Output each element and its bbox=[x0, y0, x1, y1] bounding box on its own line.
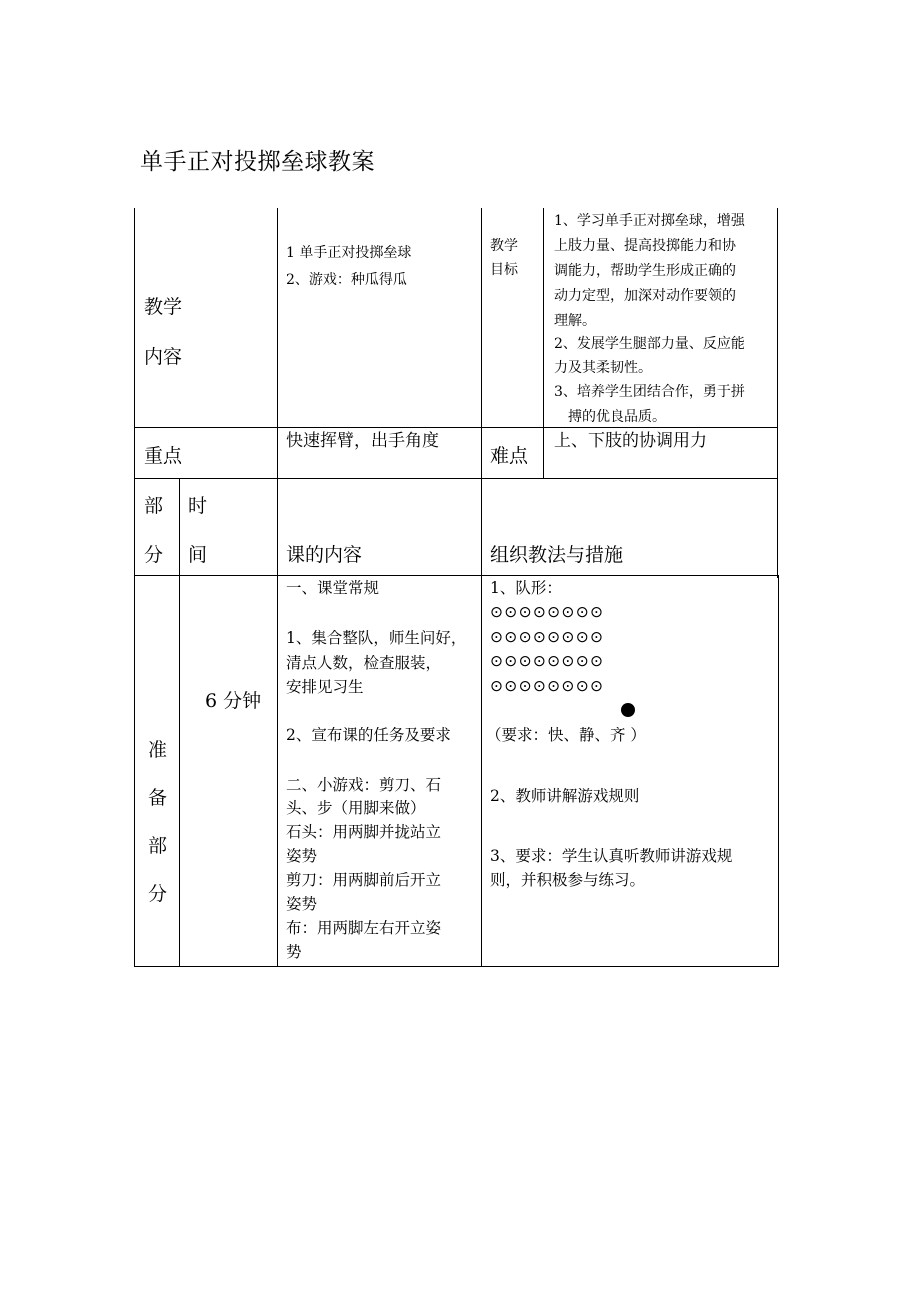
lesson-content-item: 1 单手正对投掷垒球 bbox=[286, 245, 412, 261]
goal-line: 动力定型，加深对动作要领的 bbox=[554, 288, 736, 304]
section-part-char: 部 bbox=[148, 835, 168, 857]
table-line bbox=[134, 208, 135, 967]
difficulty-text: 上、下肢的协调用力 bbox=[554, 431, 707, 451]
content-label-line1: 教学 bbox=[144, 296, 183, 318]
section-time: 6 分钟 bbox=[205, 690, 262, 712]
formation-row: ⊙⊙⊙⊙⊙⊙⊙⊙ bbox=[490, 652, 605, 670]
table-line bbox=[778, 575, 779, 967]
content-line: 姿势 bbox=[286, 847, 318, 865]
goal-line: 3、培养学生团结合作，勇于拼 bbox=[554, 384, 745, 400]
key-point-label: 重点 bbox=[144, 445, 183, 467]
difficulty-label: 难点 bbox=[490, 445, 529, 467]
header-time-1: 时 bbox=[188, 495, 208, 517]
document-title: 单手正对投掷垒球教案 bbox=[140, 149, 375, 175]
goal-line: 搏的优良品质。 bbox=[568, 409, 666, 425]
table-line bbox=[134, 427, 777, 428]
header-time-2: 间 bbox=[188, 544, 208, 566]
content-line: 势 bbox=[286, 943, 302, 961]
formation-row: ⊙⊙⊙⊙⊙⊙⊙⊙ bbox=[490, 603, 605, 621]
table-line bbox=[481, 208, 482, 967]
table-line bbox=[543, 208, 544, 478]
goal-line: 1、学习单手正对掷垒球，增强 bbox=[554, 213, 745, 229]
content-line: 1、集合整队，师生问好， bbox=[286, 629, 467, 647]
goal-line: 理解。 bbox=[554, 313, 596, 329]
goal-line: 2、发展学生腿部力量、反应能 bbox=[554, 336, 745, 352]
goal-line: 力及其柔韧性。 bbox=[554, 360, 652, 376]
teacher-position-marker bbox=[621, 703, 635, 717]
section-part-char: 准 bbox=[148, 739, 168, 761]
goal-line: 调能力，帮助学生形成正确的 bbox=[554, 263, 736, 279]
content-line: 二、小游戏：剪刀、石 bbox=[286, 776, 442, 794]
method-item-2: 2、教师讲解游戏规则 bbox=[490, 787, 640, 805]
method-item-3-line1: 3、要求：学生认真听教师讲游戏规 bbox=[490, 847, 733, 865]
formation-requirement: （要求：快、静、齐 ） bbox=[486, 726, 646, 744]
goal-line: 上肢力量、提高投掷能力和协 bbox=[554, 238, 736, 254]
content-line: 布：用两脚左右开立姿 bbox=[286, 919, 442, 937]
content-label-line2: 内容 bbox=[144, 346, 183, 368]
content-line: 姿势 bbox=[286, 895, 318, 913]
content-line: 石头：用两脚并拢站立 bbox=[286, 823, 442, 841]
goal-label-line1: 教学 bbox=[490, 238, 518, 254]
section-part-char: 分 bbox=[148, 883, 168, 905]
method-item-3-line2: 则，并积极参与练习。 bbox=[490, 871, 646, 889]
table-line bbox=[134, 478, 777, 479]
table-line bbox=[134, 966, 779, 967]
content-line: 2、宣布课的任务及要求 bbox=[286, 726, 451, 744]
content-line: 一、课堂常规 bbox=[286, 579, 380, 597]
content-line: 安排见习生 bbox=[286, 678, 364, 696]
formation-row: ⊙⊙⊙⊙⊙⊙⊙⊙ bbox=[490, 677, 605, 695]
formation-row: ⊙⊙⊙⊙⊙⊙⊙⊙ bbox=[490, 628, 605, 646]
header-part-1: 部 bbox=[144, 495, 164, 517]
header-part-2: 分 bbox=[144, 544, 164, 566]
content-line: 剪刀：用两脚前后开立 bbox=[286, 871, 442, 889]
table-line bbox=[179, 478, 180, 967]
section-part-char: 备 bbox=[148, 787, 168, 809]
content-line: 头、步（用脚来做） bbox=[286, 799, 426, 817]
table-line bbox=[134, 575, 777, 576]
key-point-text: 快速挥臂，出手角度 bbox=[286, 431, 439, 451]
header-content: 课的内容 bbox=[286, 544, 363, 566]
goal-label-line2: 目标 bbox=[490, 262, 518, 278]
content-line: 清点人数，检查服装， bbox=[286, 654, 442, 672]
table-line bbox=[777, 208, 778, 578]
formation-title: 1、队形： bbox=[490, 579, 562, 597]
table-line bbox=[277, 208, 278, 967]
lesson-content-item: 2、游戏：种瓜得瓜 bbox=[286, 272, 407, 288]
header-method: 组织教法与措施 bbox=[490, 544, 624, 566]
